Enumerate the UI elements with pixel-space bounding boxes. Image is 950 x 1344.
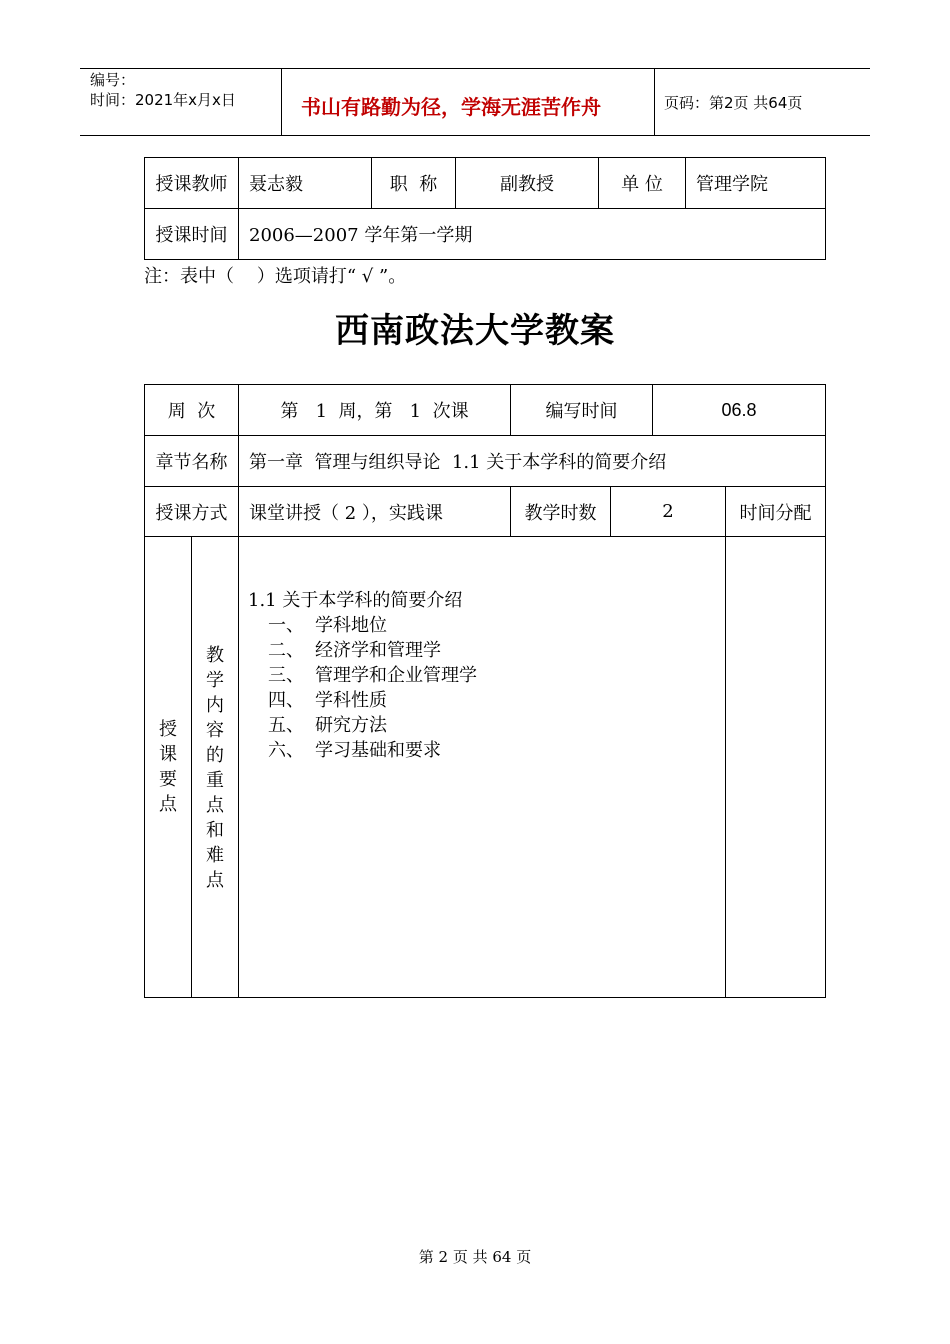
header-number-label: 编号： bbox=[90, 71, 136, 89]
class-time-label: 授课时间 bbox=[145, 209, 239, 260]
page-footer: 第 2 页 共 64 页 bbox=[418, 1248, 532, 1266]
outline-title: 1.1 关于本学科的简要介绍 bbox=[248, 590, 463, 611]
outline-item: 二、 经济学和管理学 bbox=[268, 640, 441, 661]
outline-item: 三、 管理学和企业管理学 bbox=[268, 665, 477, 686]
header-motto: 书山有路勤为径，学海无涯苦作舟 bbox=[301, 95, 601, 119]
chapter-label: 章节名称 bbox=[145, 436, 239, 487]
header-bottom-rule bbox=[80, 135, 870, 136]
time-alloc-label: 时间分配 bbox=[726, 487, 826, 537]
hours-value: 2 bbox=[611, 487, 726, 537]
method-value: 课堂讲授（ 2 ），实践课 bbox=[239, 487, 511, 537]
header-page-info: 页码：第2页 共64页 bbox=[664, 94, 803, 112]
outline-item: 六、 学习基础和要求 bbox=[268, 740, 441, 761]
write-time-label: 编写时间 bbox=[511, 385, 653, 436]
outline-item: 五、 研究方法 bbox=[268, 715, 387, 736]
teacher-label: 授课教师 bbox=[145, 158, 239, 209]
lesson-plan-table bbox=[144, 384, 826, 998]
header-divider-right bbox=[654, 68, 655, 135]
hours-label: 教学时数 bbox=[511, 487, 611, 537]
key-points-cell bbox=[145, 537, 192, 998]
outline-item: 四、 学科性质 bbox=[268, 690, 387, 711]
chapter-value: 第一章 管理与组织导论 1.1 关于本学科的简要介绍 bbox=[239, 436, 826, 487]
week-label: 周 次 bbox=[145, 385, 239, 436]
teacher-value: 聂志毅 bbox=[239, 158, 372, 209]
title-value: 副教授 bbox=[456, 158, 599, 209]
header-divider-left bbox=[281, 68, 282, 135]
unit-label: 单 位 bbox=[599, 158, 686, 209]
key-points-label: 授课要点 bbox=[159, 719, 177, 815]
class-time-value: 2006—2007 学年第一学期 bbox=[239, 209, 826, 260]
teacher-info-table bbox=[144, 157, 826, 260]
write-time-value: 06.8 bbox=[653, 385, 826, 436]
doc-title: 西南政法大学教案 bbox=[335, 311, 615, 351]
time-alloc-cell bbox=[726, 537, 826, 998]
method-label: 授课方式 bbox=[145, 487, 239, 537]
content-focus-label: 教学内容的重点和难点 bbox=[206, 645, 224, 891]
week-value: 第 1 周，第 1 次课 bbox=[239, 385, 511, 436]
header-time-line: 时间：2021年x月x日 bbox=[90, 91, 236, 109]
header-top-rule bbox=[80, 68, 870, 69]
table-note: 注：表中（ ）选项请打“ √ ”。 bbox=[144, 266, 407, 287]
unit-value: 管理学院 bbox=[686, 158, 826, 209]
title-label: 职 称 bbox=[372, 158, 456, 209]
content-focus-cell bbox=[192, 537, 239, 998]
outline-item: 一、 学科地位 bbox=[268, 615, 387, 636]
teaching-outline bbox=[248, 588, 477, 763]
